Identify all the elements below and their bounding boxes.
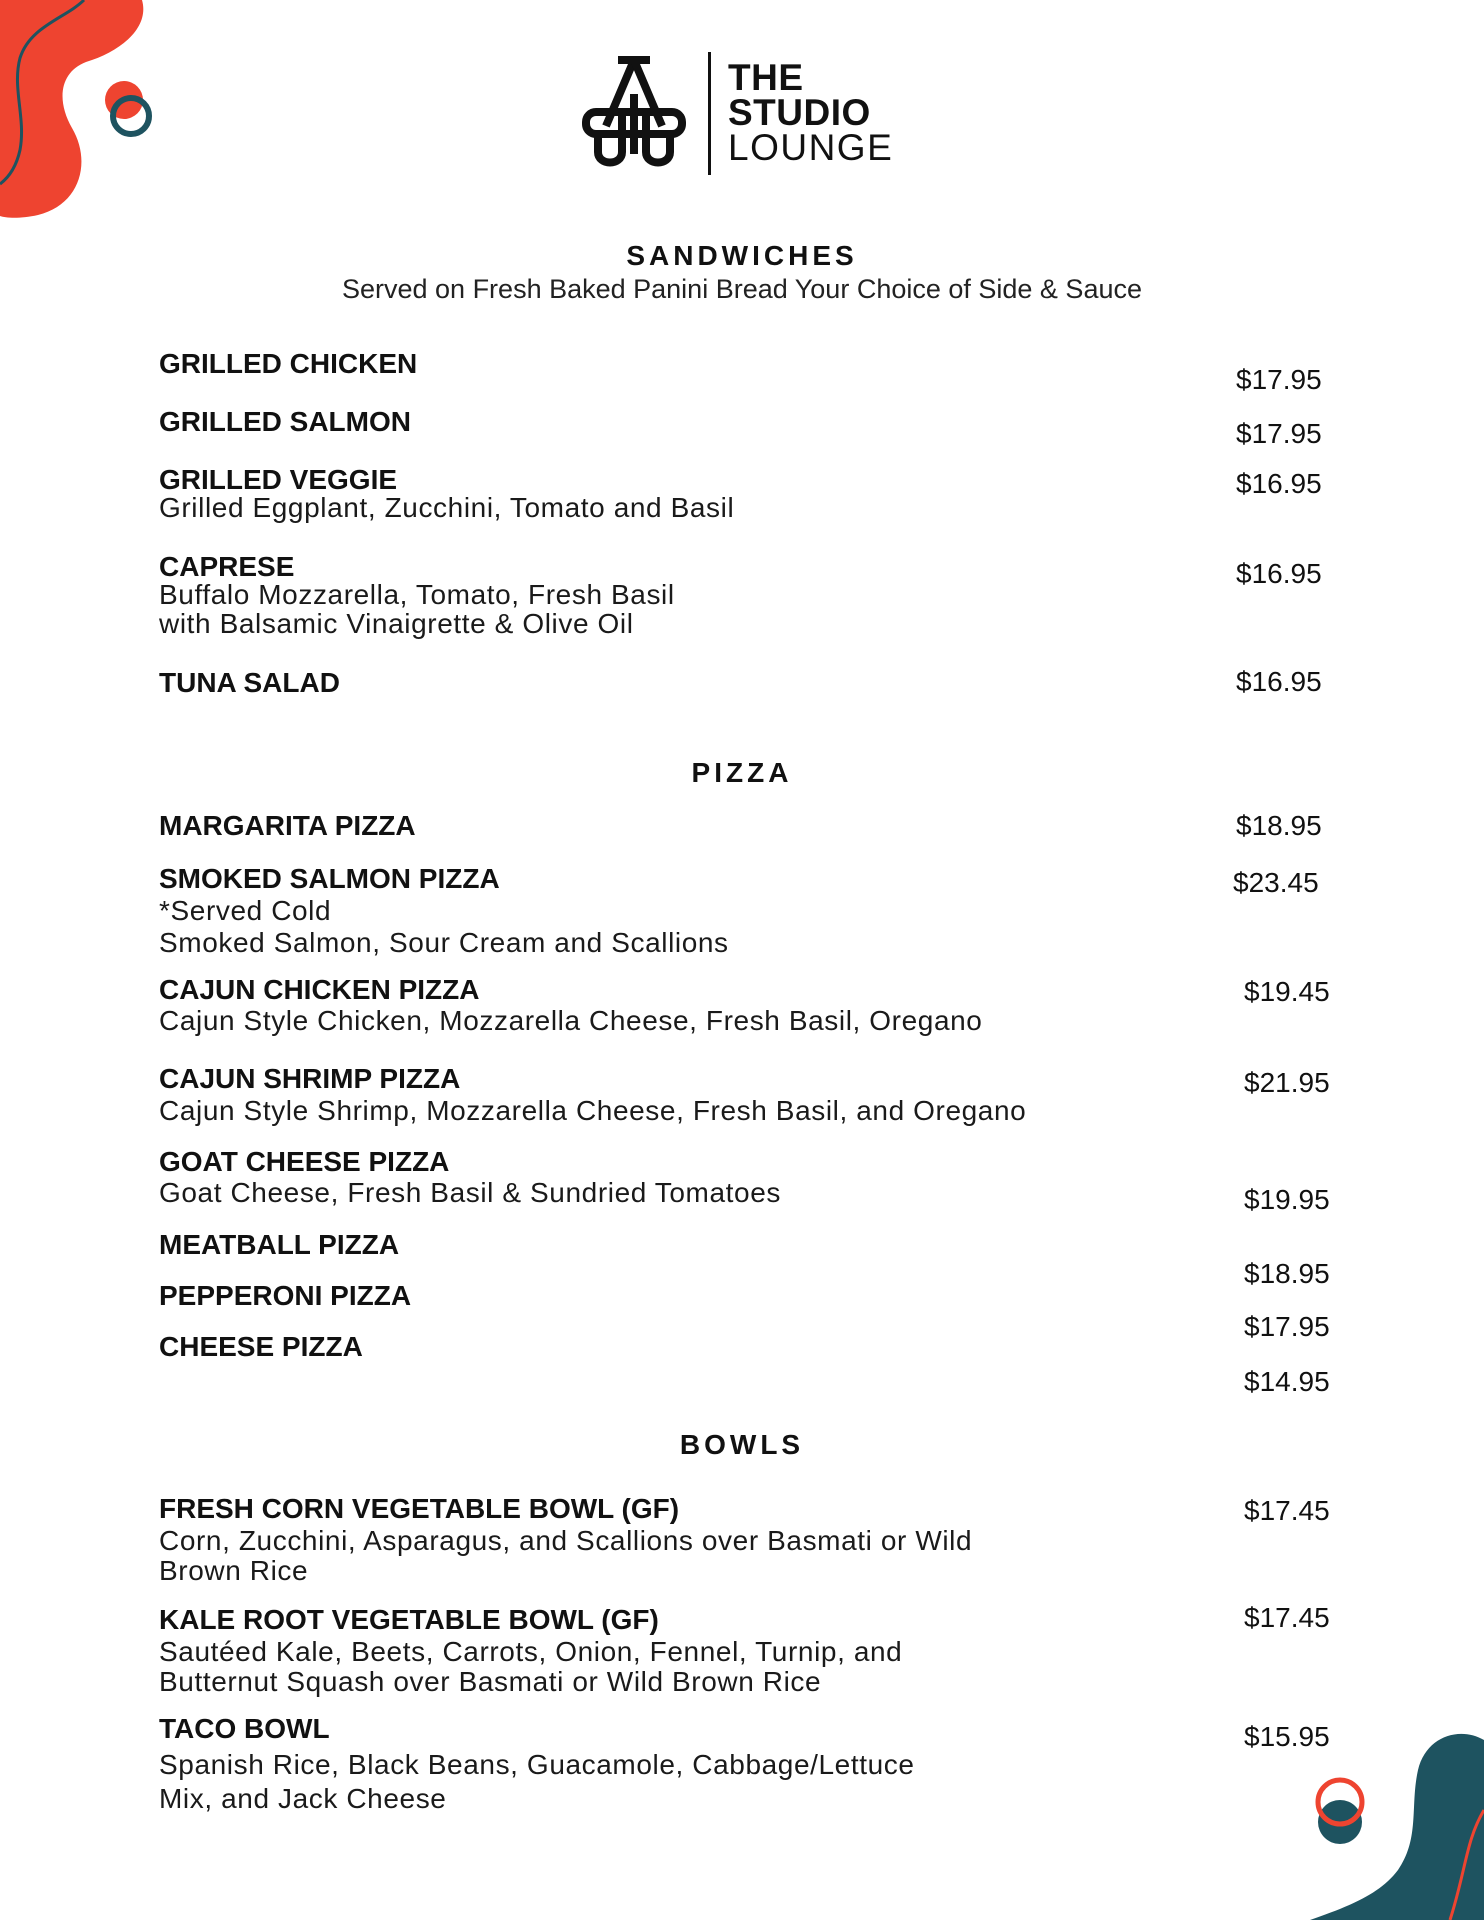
menu-item-description: Mix, and Jack Cheese — [159, 1783, 447, 1814]
menu-item-name: MEATBALL PIZZA — [159, 1229, 400, 1260]
top-left-blob-decoration — [0, 0, 180, 230]
menu-item-name: SMOKED SALMON PIZZA — [159, 863, 500, 894]
menu-item-description: Spanish Rice, Black Beans, Guacamole, Cabbage/Lettuce — [159, 1749, 915, 1780]
menu-item-name: GRILLED CHICKEN — [159, 348, 418, 379]
menu-item-price: $16.95 — [1236, 666, 1322, 697]
menu-item-description: *Served Cold — [159, 895, 332, 926]
menu-item-name: CAPRESE — [159, 551, 295, 582]
menu-item-price: $16.95 — [1236, 468, 1322, 499]
menu-item-price: $18.95 — [1236, 810, 1322, 841]
menu-item-description: Smoked Salmon, Sour Cream and Scallions — [159, 927, 729, 958]
menu-item-name: CAJUN SHRIMP PIZZA — [159, 1063, 461, 1094]
menu-item-name: GOAT CHEESE PIZZA — [159, 1146, 450, 1177]
menu-item-name: CAJUN CHICKEN PIZZA — [159, 974, 480, 1005]
section-subtitle-sandwiches: Served on Fresh Baked Panini Bread Your Choice of Side & Sauce — [341, 274, 1142, 304]
menu-item-description: Corn, Zucchini, Asparagus, and Scallions over Basmati or Wild — [159, 1525, 973, 1556]
menu-item-name: GRILLED SALMON — [159, 406, 411, 437]
menu-item-price: $17.95 — [1236, 418, 1322, 449]
menu-item-price: $14.95 — [1244, 1366, 1330, 1397]
menu-item-name: CHEESE PIZZA — [159, 1331, 363, 1362]
brand-line-2: STUDIO — [728, 92, 871, 133]
menu-item-name: FRESH CORN VEGETABLE BOWL (GF) — [159, 1493, 680, 1524]
menu-item-price: $19.95 — [1244, 1184, 1330, 1215]
menu-item-price: $17.45 — [1244, 1602, 1330, 1633]
menu-item-price: $16.95 — [1236, 558, 1322, 589]
menu-item-price: $19.45 — [1244, 976, 1330, 1007]
section-title-bowls: BOWLS — [679, 1429, 805, 1460]
menu-item-price: $17.95 — [1236, 364, 1322, 395]
menu-item-price: $17.45 — [1244, 1495, 1330, 1526]
menu-item-price: $17.95 — [1244, 1311, 1330, 1342]
menu-item-name: MARGARITA PIZZA — [159, 810, 416, 841]
menu-item-price: $21.95 — [1244, 1067, 1330, 1098]
menu-item-description: Sautéed Kale, Beets, Carrots, Onion, Fennel, Turnip, and — [159, 1636, 903, 1667]
logo-divider — [708, 52, 711, 175]
menu-item-description: Goat Cheese, Fresh Basil & Sundried Tomatoes — [159, 1177, 781, 1208]
menu-item-name: GRILLED VEGGIE — [159, 464, 398, 495]
section-title-sandwiches: SANDWICHES — [626, 240, 858, 271]
brand-line-3: LOUNGE — [728, 127, 894, 168]
menu-item-description: Butternut Squash over Basmati or Wild Brown Rice — [159, 1666, 822, 1697]
menu-item-name: TACO BOWL — [159, 1713, 330, 1744]
menu-item-description: Buffalo Mozzarella, Tomato, Fresh Basil — [159, 579, 675, 610]
menu-item-description: with Balsamic Vinaigrette & Olive Oil — [159, 608, 634, 639]
bottom-right-blob-decoration — [1270, 1730, 1484, 1920]
brand-line-1: THE — [728, 57, 804, 98]
menu-item-description: Cajun Style Chicken, Mozzarella Cheese, Fresh Basil, Oregano — [159, 1005, 983, 1036]
menu-item-description: Cajun Style Shrimp, Mozzarella Cheese, Fresh Basil, and Oregano — [159, 1095, 1027, 1126]
section-title-pizza: PIZZA — [691, 757, 793, 788]
brand-name — [728, 57, 894, 168]
menu-item-price: $23.45 — [1233, 867, 1319, 898]
menu-item-name: TUNA SALAD — [159, 667, 340, 698]
menu-item-price: $15.95 — [1244, 1721, 1330, 1752]
menu-item-name: PEPPERONI PIZZA — [159, 1280, 412, 1311]
menu-item-description: Grilled Eggplant, Zucchini, Tomato and Basil — [159, 492, 735, 523]
menu-item-name: KALE ROOT VEGETABLE BOWL (GF) — [159, 1604, 659, 1635]
menu-item-price: $18.95 — [1244, 1258, 1330, 1289]
menu-item-description: Brown Rice — [159, 1555, 309, 1586]
studio-lounge-logo-icon — [578, 54, 690, 172]
